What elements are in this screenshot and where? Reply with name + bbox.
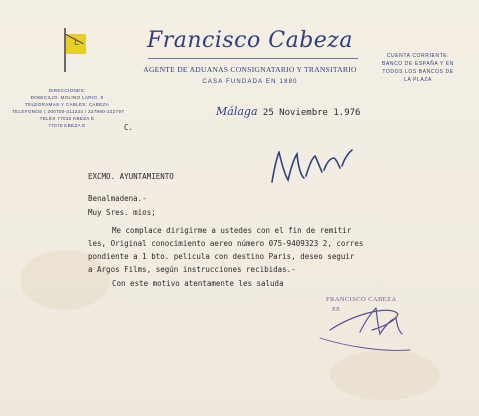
date-text: 25 Noviembre 1.976 [262,108,361,118]
bank-line: BANCO DE ESPAÑA Y EN [381,61,455,67]
date-city: Málaga [216,105,258,118]
letterhead-founded: CASA FUNDADA EN 1880 [202,79,298,85]
address-line: DIRECCIONES: [48,88,86,93]
address-line: 77070 KBEZA E [48,123,86,128]
bank-line: LA PLAZA [404,77,432,83]
body-line: pondiente a 1 bto. pelicula con destino Paris, deseo seguir [88,252,355,261]
bank-line: TODOS LOS BANCOS DE [382,69,454,75]
reference-initials: C. [124,123,134,132]
address-line: TELEX 77032 KBEZA E [39,116,95,121]
body-line: les, Original conocimiento aereo número 075-9409323 2, corres [88,239,364,248]
recipient-line-2: Benalmadena.- [88,194,147,203]
closing-line: Con este motivo atentamente les saluda [112,279,284,288]
salutation: Muy Sres. mios; [88,208,156,217]
address-line: TELEFONOS { 200700-211234 / 227990-222797 [12,109,125,114]
address-line: DOMICILIO: MOLINO LARIO, 8 [30,95,104,100]
flag-mark-icon: L [74,38,80,48]
body-line: a Argos Films, según instrucciones recibidas.- [88,265,296,274]
recipient-line-1: EXCMO. AYUNTAMIENTO [88,172,174,181]
signature-scribble [330,308,402,334]
signature-underline [320,338,410,350]
letterhead-name: Francisco Cabeza [146,28,354,53]
bank-line: CUENTA CORRIENTE: [386,53,450,59]
body-line: Me complace dirigirme a ustedes con el fin de remitir [112,226,352,235]
company-stamp: FRANCISCO CABEZA [326,296,397,303]
handwritten-notation [272,150,352,182]
stamp-pp: P.P. [332,307,341,313]
address-line: TELEGRAMAS Y CABLES: CABEZA [24,102,109,107]
letterhead-subtitle: AGENTE DE ADUANAS CONSIGNATARIO Y TRANSITARIO [143,65,357,74]
